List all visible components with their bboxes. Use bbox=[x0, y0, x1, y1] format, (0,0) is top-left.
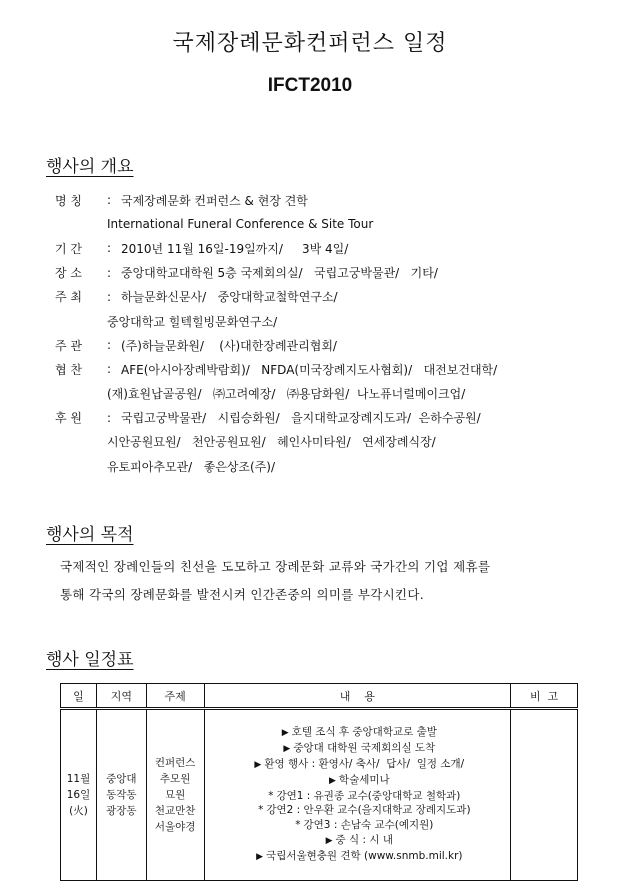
overview-row-label: 기 간 bbox=[55, 241, 82, 256]
overview-row-value: (주)하늘문화원/ (사)대한장례관리협회/ bbox=[121, 338, 337, 353]
overview-row-colon: : bbox=[107, 193, 112, 208]
overview-row bbox=[55, 261, 595, 285]
region-line: 동작동 bbox=[106, 789, 137, 801]
overview-row-label: 명 칭 bbox=[55, 193, 82, 208]
col-note-header: 비 고 bbox=[511, 684, 578, 709]
asterisk-icon: * bbox=[268, 789, 274, 802]
overview-row-label: 주 최 bbox=[55, 290, 82, 305]
schedule-subitem bbox=[209, 818, 511, 833]
overview-row bbox=[55, 285, 595, 309]
schedule-item bbox=[209, 757, 511, 773]
schedule-item bbox=[209, 773, 511, 789]
overview-row-label: 후 원 bbox=[55, 411, 82, 426]
day-line: (火) bbox=[69, 805, 88, 817]
overview-row-value: 하늘문화신문사/ 중앙대학교철학연구소/ bbox=[121, 290, 338, 305]
overview-row bbox=[55, 406, 595, 430]
overview-row-value: 중앙대학교대학원 5층 국제회의실/ 국립고궁박물관/ 기타/ bbox=[121, 266, 438, 281]
overview-row bbox=[55, 188, 595, 212]
schedule-item-text: 호텔 조식 후 중앙대학교로 출발 bbox=[291, 725, 437, 738]
schedule-item bbox=[209, 833, 511, 849]
overview-heading: 행사의 개요 bbox=[46, 157, 134, 177]
purpose-text bbox=[60, 557, 580, 613]
col-content-header: 내 용 bbox=[204, 684, 511, 709]
schedule-item-text: 강연3 : 손남숙 교수(예지원) bbox=[303, 819, 434, 832]
overview-row-colon: : bbox=[107, 338, 112, 353]
overview-row bbox=[55, 357, 595, 381]
overview-list bbox=[55, 188, 595, 478]
overview-row-colon: : bbox=[107, 265, 112, 280]
region-line: 광장동 bbox=[106, 805, 137, 817]
topic-line: 컨퍼런스 bbox=[154, 757, 196, 769]
col-topic-header: 주제 bbox=[146, 684, 204, 709]
overview-row-colon: : bbox=[107, 362, 112, 377]
overview-row-value: 시안공원묘원/ 천안공원묘원/ 헤인사미타원/ 연세장례식장/ bbox=[107, 435, 436, 450]
schedule-item bbox=[209, 741, 511, 757]
schedule-heading: 행사 일정표 bbox=[46, 650, 134, 670]
table-row bbox=[61, 709, 578, 881]
overview-row-label: 장 소 bbox=[55, 266, 82, 281]
overview-row-value: (재)효원납골공원/ ㈜고려예장/ ㈜용담화원/ 나노퓨너럴메이크업/ bbox=[107, 387, 466, 402]
topic-line: 천교만찬 bbox=[154, 805, 196, 817]
day-line: 11월 bbox=[66, 773, 91, 785]
overview-row bbox=[55, 333, 595, 357]
schedule-item-text: 중 식 : 시 내 bbox=[335, 834, 394, 847]
col-region-header: 지역 bbox=[96, 684, 146, 709]
overview-row-value: 국립고궁박물관/ 시립승화원/ 을지대학교장례지도과/ 은하수공원/ bbox=[121, 411, 481, 426]
content-cell bbox=[204, 709, 511, 881]
topic-line: 묘원 bbox=[164, 789, 186, 801]
schedule-item bbox=[209, 725, 511, 741]
triangle-bullet-icon: ▶ bbox=[325, 836, 333, 847]
schedule-item-text: 강연1 : 유권종 교수(중앙대학교 철학과) bbox=[276, 789, 461, 802]
purpose-line: 국제적인 장례인들의 친선을 도모하고 장례문화 교류와 국가간의 기업 제휴를 bbox=[60, 559, 491, 574]
overview-row-colon: : bbox=[107, 410, 112, 425]
overview-row-value: 2010년 11월 16일-19일까지/ 3박 4일/ bbox=[121, 241, 349, 256]
purpose-heading: 행사의 목적 bbox=[46, 525, 134, 545]
overview-row-value: 중앙대학교 힐텍힐빙문화연구소/ bbox=[107, 314, 278, 329]
overview-row bbox=[55, 382, 595, 406]
overview-row-colon: : bbox=[107, 241, 112, 256]
document-subtitle: IFCT2010 bbox=[267, 75, 353, 96]
overview-row bbox=[55, 236, 595, 260]
schedule-item-text: 환영 행사 : 환영사/ 축사/ 답사/ 일정 소개/ bbox=[264, 757, 465, 770]
topic-line: 추모원 bbox=[159, 773, 191, 785]
triangle-bullet-icon: ▶ bbox=[254, 759, 262, 770]
document-title: 국제장례문화컨퍼런스 일정 bbox=[172, 31, 448, 56]
col-day-header: 일 bbox=[61, 684, 97, 709]
overview-row-colon: : bbox=[107, 289, 112, 304]
purpose-line: 통해 각국의 장례문화를 발전시켜 인간존중의 의미를 부각시킨다. bbox=[60, 587, 425, 602]
overview-row-label: 주 관 bbox=[55, 338, 82, 353]
schedule-item-text: 국립서울현충원 견학 (www.snmb.mil.kr) bbox=[266, 850, 463, 863]
asterisk-icon: * bbox=[258, 804, 264, 817]
region-line: 중앙대 bbox=[106, 773, 137, 785]
overview-row-value: AFE(아시아장례박람회)/ NFDA(미국장례지도사협회)/ 대전보건대학/ bbox=[121, 362, 498, 377]
overview-row bbox=[55, 309, 595, 333]
note-cell bbox=[511, 709, 578, 881]
day-cell bbox=[61, 709, 97, 881]
schedule-subitem bbox=[209, 803, 511, 818]
schedule-item-text: 중앙대 대학원 국제회의실 도착 bbox=[293, 741, 436, 754]
triangle-bullet-icon: ▶ bbox=[281, 727, 289, 738]
overview-row bbox=[55, 430, 595, 454]
overview-row-value: 유토피아추모관/ 좋은상조(주)/ bbox=[107, 459, 275, 474]
triangle-bullet-icon: ▶ bbox=[329, 775, 336, 786]
overview-row-value: 국제장례문화 컨퍼런스 & 현장 견학 bbox=[121, 193, 308, 208]
day-line: 16일 bbox=[66, 789, 91, 801]
schedule-subitem bbox=[209, 789, 511, 804]
schedule-table bbox=[60, 683, 578, 881]
topic-line: 서울야경 bbox=[154, 821, 196, 833]
triangle-bullet-icon: ▶ bbox=[256, 852, 264, 863]
schedule-header-row bbox=[61, 684, 578, 709]
asterisk-icon: * bbox=[295, 819, 301, 832]
overview-row-label: 협 찬 bbox=[55, 362, 82, 377]
triangle-bullet-icon: ▶ bbox=[283, 743, 291, 754]
overview-row bbox=[55, 212, 595, 236]
topic-cell bbox=[146, 709, 204, 881]
schedule-item-text: 강연2 : 안우환 교수(을지대학교 장례지도과) bbox=[266, 804, 471, 817]
schedule-item bbox=[209, 849, 511, 865]
region-cell bbox=[96, 709, 146, 881]
schedule-item-text: 학술세미나 bbox=[338, 773, 390, 786]
overview-row-value: International Funeral Conference & Site Tour bbox=[107, 217, 374, 232]
overview-row bbox=[55, 454, 595, 478]
